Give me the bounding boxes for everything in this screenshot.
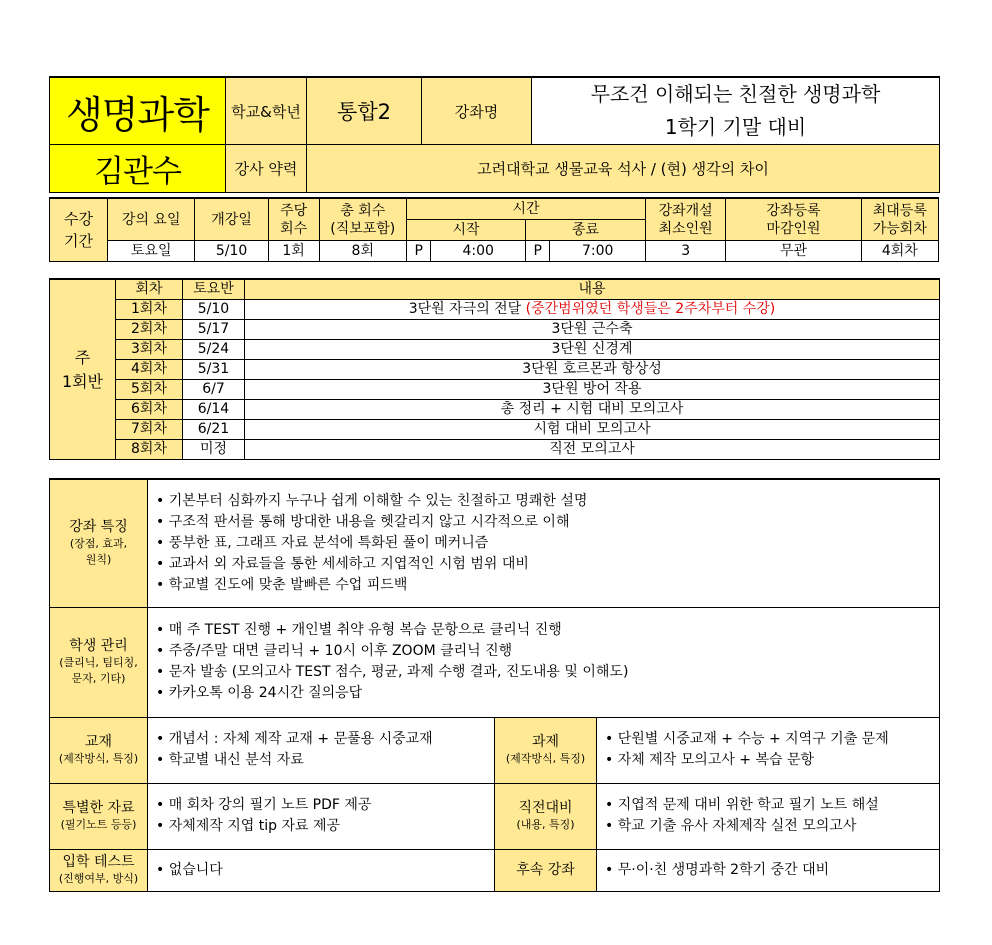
list-item: • 매 주 TEST 진행 + 개인별 취약 유형 복습 문항으로 클리닉 진행	[156, 620, 939, 641]
entrance-label-cell	[50, 849, 148, 891]
management-sub: (클리닉, 팀티칭, 문자, 기타)	[59, 656, 138, 685]
time-label: 시간	[406, 198, 645, 220]
list-item: • 구조적 판서를 통해 방대한 내용을 헷갈리지 않고 시각적으로 이해	[156, 512, 939, 533]
features-table	[49, 478, 940, 892]
curriculum-table	[49, 278, 940, 460]
content-cell: 3단원 호르몬과 항상성	[245, 360, 940, 380]
course-title-line-2: 1학기 기말 대비	[664, 115, 807, 139]
date-cell: 5/24	[183, 340, 245, 360]
management-label-cell	[50, 607, 148, 717]
table-row	[50, 300, 940, 320]
date-cell: 6/14	[183, 400, 245, 420]
max-label-1: 최대등록	[872, 202, 927, 219]
content-cell	[245, 300, 940, 320]
textbook-label-cell	[50, 717, 148, 783]
list-item: • 교과서 외 자료들을 통한 세세하고 지엽적인 시험 범위 대비	[156, 554, 939, 575]
session-cell: 1회차	[116, 300, 183, 320]
prep-list	[597, 783, 940, 849]
col-date: 토요반	[183, 279, 245, 300]
lecture-list	[148, 479, 940, 607]
subject-title: 생명과학	[50, 77, 226, 145]
prep-sub: (내용, 특징)	[516, 818, 575, 831]
management-label: 학생 관리	[69, 638, 128, 654]
content-cell: 3단원 방어 작용	[245, 380, 940, 400]
lecture-sub: (장점, 효과, 원칙)	[69, 537, 128, 567]
list-item: • 매 회차 강의 필기 노트 PDF 제공	[156, 795, 494, 816]
col-session: 회차	[116, 279, 183, 300]
session-cell: 4회차	[116, 360, 183, 380]
content-cell: 총 정리 + 시험 대비 모의고사	[245, 400, 940, 420]
list-item: • 무·이·친 생명과학 2학기 중간 대비	[605, 860, 939, 881]
management-list	[148, 607, 940, 717]
end-ampm: P	[525, 241, 549, 262]
class-label: 주 1회반	[50, 279, 116, 460]
special-label-cell	[50, 783, 148, 849]
session-cell: 2회차	[116, 320, 183, 340]
total-label	[319, 198, 406, 241]
table-row	[50, 440, 940, 460]
homework-label-cell	[495, 717, 597, 783]
date-cell: 6/7	[183, 380, 245, 400]
table-row	[50, 420, 940, 440]
date-cell: 미정	[183, 440, 245, 460]
min-label-1: 강좌개설	[658, 202, 713, 219]
profile-value: 고려대학교 생물교육 석사 / (현) 생각의 차이	[307, 145, 940, 193]
date-cell: 5/10	[183, 300, 245, 320]
special-sub: (필기노트 등등)	[60, 818, 137, 831]
total-label-1: 총 회수	[340, 202, 386, 219]
max-value: 4회차	[861, 241, 938, 262]
open-label: 개강일	[195, 198, 268, 241]
session-cell: 8회차	[116, 440, 183, 460]
entrance-sub: (진행여부, 방식)	[58, 872, 139, 885]
list-item: • 지엽적 문제 대비 위한 학교 필기 노트 해설	[605, 795, 939, 816]
day-label: 강의 요일	[107, 198, 194, 241]
date-cell: 5/17	[183, 320, 245, 340]
table-row	[50, 400, 940, 420]
list-item: • 자체제작 지엽 tip 자료 제공	[156, 816, 494, 837]
min-value: 3	[646, 241, 726, 262]
min-label-2: 최소인원	[658, 220, 713, 237]
textbook-list	[148, 717, 495, 783]
deadline-value: 무관	[726, 241, 861, 262]
entrance-list	[148, 849, 495, 891]
schedule-table	[49, 197, 939, 262]
content-note: (중간범위였던 학생들은 2주차부터 수강)	[525, 301, 776, 317]
deadline-label	[726, 198, 861, 241]
list-item: • 문자 발송 (모의고사 TEST 점수, 평균, 과제 수행 결과, 진도내용 및 이해도)	[156, 662, 939, 683]
school-label: 학교&학년	[226, 77, 307, 145]
start-ampm: P	[406, 241, 430, 262]
table-row	[50, 320, 940, 340]
list-item: • 카카오톡 이용 24시간 질의응답	[156, 683, 939, 704]
list-item: • 개념서 : 자체 제작 교재 + 문풀용 시중교재	[156, 729, 494, 750]
table-row	[50, 380, 940, 400]
entrance-label: 입학 테스트	[62, 854, 135, 870]
prep-label-cell	[495, 783, 597, 849]
list-item: • 풍부한 표, 그래프 자료 분석에 특화된 풀이 메커니즘	[156, 533, 939, 554]
end-time: 7:00	[550, 241, 646, 262]
list-item: • 기본부터 심화까지 누구나 쉽게 이해할 수 있는 친절하고 명쾌한 설명	[156, 491, 939, 512]
deadline-label-1: 강좌등록	[766, 202, 821, 219]
session-cell: 7회차	[116, 420, 183, 440]
start-time: 4:00	[431, 241, 526, 262]
weekly-label-1: 주당	[280, 202, 308, 219]
max-label	[861, 198, 938, 241]
list-item: • 학교 기출 유사 자체제작 실전 모의고사	[605, 816, 939, 837]
list-item: • 학교별 내신 분석 자료	[156, 750, 494, 771]
special-list	[148, 783, 495, 849]
school-value: 통합2	[307, 77, 422, 145]
list-item: • 주중/주말 대면 클리닉 + 10시 이후 ZOOM 클리닉 진행	[156, 641, 939, 662]
course-label: 강좌명	[422, 77, 532, 145]
homework-sub: (제작방식, 특징)	[505, 752, 586, 765]
list-item: • 학교별 진도에 맞춘 발빠른 수업 피드백	[156, 575, 939, 596]
special-label: 특별한 자료	[62, 800, 135, 816]
deadline-label-2: 마감인원	[766, 220, 821, 237]
course-title-line-1: 무조건 이해되는 친절한 생명과학	[590, 82, 881, 106]
lecture-label-cell	[50, 479, 148, 607]
list-item: • 없습니다	[156, 860, 494, 881]
total-label-2: (직보포함)	[330, 220, 396, 237]
prep-label: 직전대비	[518, 800, 573, 816]
session-cell: 6회차	[116, 400, 183, 420]
followup-label-cell	[495, 849, 597, 891]
min-label	[646, 198, 726, 241]
table-row	[50, 340, 940, 360]
date-cell: 6/21	[183, 420, 245, 440]
teacher-name: 김관수	[50, 145, 226, 193]
textbook-sub: (제작방식, 특징)	[58, 752, 139, 765]
date-cell: 5/31	[183, 360, 245, 380]
content-cell: 직전 모의고사	[245, 440, 940, 460]
profile-label: 강사 약력	[226, 145, 307, 193]
content-cell: 3단원 근수축	[245, 320, 940, 340]
course-header-table	[49, 76, 940, 193]
start-label: 시작	[406, 220, 525, 241]
end-label: 종료	[525, 220, 645, 241]
session-cell: 5회차	[116, 380, 183, 400]
day-value: 토요일	[107, 241, 194, 262]
weekly-label	[268, 198, 319, 241]
followup-label: 후속 강좌	[516, 862, 575, 878]
table-row	[50, 360, 940, 380]
homework-label: 과제	[531, 734, 560, 750]
weekly-value: 1회	[268, 241, 319, 262]
lecture-label: 강좌 특징	[69, 519, 128, 536]
weekly-label-2: 회수	[280, 220, 308, 237]
session-cell: 3회차	[116, 340, 183, 360]
open-value: 5/10	[195, 241, 268, 262]
followup-list	[597, 849, 940, 891]
content-text: 3단원 자극의 전달	[408, 301, 526, 317]
list-item: • 단원별 시중교재 + 수능 + 지역구 기출 문제	[605, 729, 939, 750]
max-label-2: 가능회차	[872, 220, 927, 237]
total-value: 8회	[319, 241, 406, 262]
textbook-label: 교재	[84, 734, 113, 750]
content-cell: 시험 대비 모의고사	[245, 420, 940, 440]
content-cell: 3단원 신경계	[245, 340, 940, 360]
homework-list	[597, 717, 940, 783]
col-content: 내용	[245, 279, 940, 300]
period-label: 수강 기간	[50, 198, 108, 262]
course-title	[532, 77, 940, 145]
list-item: • 자체 제작 모의고사 + 복습 문항	[605, 750, 939, 771]
